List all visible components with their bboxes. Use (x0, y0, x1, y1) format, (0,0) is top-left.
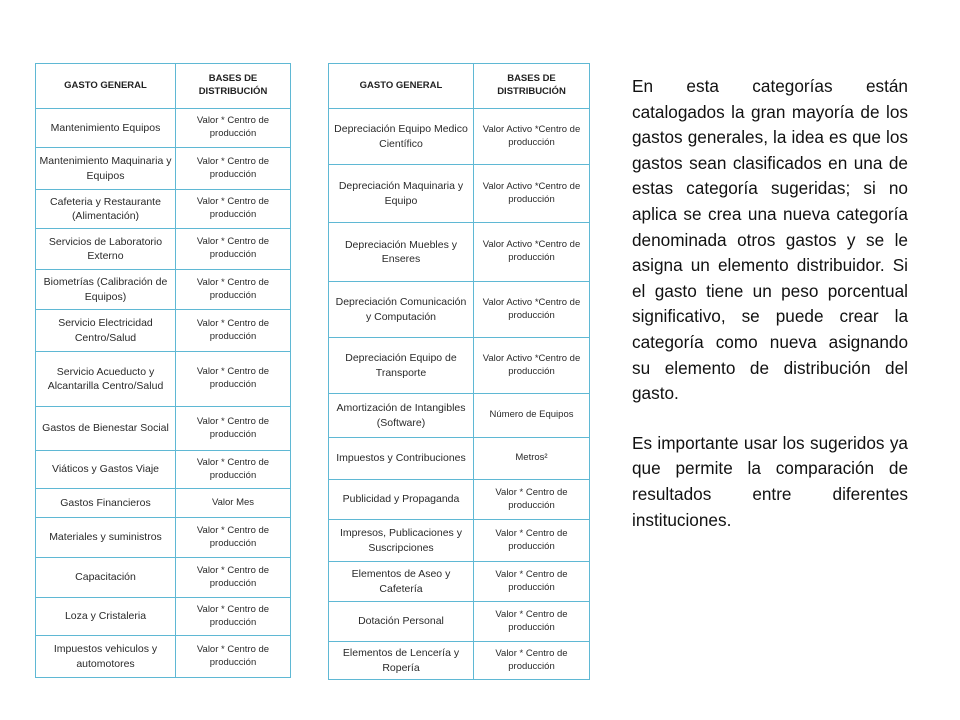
base-cell: Valor * Centro de producción (176, 598, 291, 636)
base-cell: Valor * Centro de producción (474, 562, 590, 602)
table-row (329, 282, 590, 338)
table-row (36, 451, 291, 489)
table-row (36, 489, 291, 518)
header-bases-distribucion: BASES DE DISTRIBUCIÓN (176, 64, 291, 109)
table-row (329, 109, 590, 165)
gasto-cell: Servicio Acueducto y Alcantarilla Centro/Salud (36, 352, 176, 407)
table-row (329, 602, 590, 642)
table-row (329, 223, 590, 282)
base-cell: Valor Activo *Centro de producción (474, 109, 590, 165)
table-row (36, 270, 291, 310)
base-cell: Valor * Centro de producción (176, 451, 291, 489)
table-row (36, 352, 291, 407)
gasto-cell: Loza y Cristaleria (36, 598, 176, 636)
base-cell: Valor * Centro de producción (176, 229, 291, 270)
table-row (329, 642, 590, 680)
gasto-cell: Viáticos y Gastos Viaje (36, 451, 176, 489)
distribution-table-left (35, 63, 291, 678)
gasto-cell: Impuestos vehiculos y automotores (36, 636, 176, 678)
table-row (36, 558, 291, 598)
gasto-cell: Depreciación Equipo Medico Científico (329, 109, 474, 165)
base-cell: Valor * Centro de producción (474, 520, 590, 562)
base-cell: Metros² (474, 438, 590, 480)
gasto-cell: Depreciación Equipo de Transporte (329, 338, 474, 394)
gasto-cell: Servicios de Laboratorio Externo (36, 229, 176, 270)
table-row (329, 480, 590, 520)
gasto-cell: Cafeteria y Restaurante (Alimentación) (36, 190, 176, 229)
gasto-cell: Elementos de Aseo y Cafetería (329, 562, 474, 602)
table-row (329, 520, 590, 562)
gasto-cell: Gastos de Bienestar Social (36, 407, 176, 451)
explanation-paragraph-1: En esta categorías están catalogados la gran mayoría de los gastos generales, la idea es que los gastos sean clasificados en una de estas categoría sugeridas; si no aplica se crea una nueva categoría denominada otros gastos y se le asigna un elemento distribuidor. Si el gasto tiene un peso porcentual significativo, se puede crear la categoría como nueva asignando su elemento de distribución del gasto. (632, 76, 908, 404)
base-cell: Valor Activo *Centro de producción (474, 282, 590, 338)
base-cell: Valor * Centro de producción (176, 558, 291, 598)
table-header-row (329, 64, 590, 109)
table-row (329, 562, 590, 602)
base-cell: Valor * Centro de producción (176, 148, 291, 190)
gasto-cell: Biometrías (Calibración de Equipos) (36, 270, 176, 310)
gasto-cell: Servicio Electricidad Centro/Salud (36, 310, 176, 352)
gasto-cell: Impresos, Publicaciones y Suscripciones (329, 520, 474, 562)
base-cell: Valor * Centro de producción (176, 270, 291, 310)
table-row (36, 229, 291, 270)
gasto-cell: Materiales y suministros (36, 518, 176, 558)
base-cell: Valor * Centro de producción (176, 109, 291, 148)
base-cell: Valor Mes (176, 489, 291, 518)
table-row (36, 636, 291, 678)
gasto-cell: Depreciación Comunicación y Computación (329, 282, 474, 338)
explanation-text (632, 74, 908, 533)
table-row (36, 310, 291, 352)
base-cell: Valor Activo *Centro de producción (474, 165, 590, 223)
header-bases-distribucion: BASES DE DISTRIBUCIÓN (474, 64, 590, 109)
table-row (329, 338, 590, 394)
table-header-row (36, 64, 291, 109)
gasto-cell: Publicidad y Propaganda (329, 480, 474, 520)
gasto-cell: Mantenimiento Equipos (36, 109, 176, 148)
gasto-cell: Impuestos y Contribuciones (329, 438, 474, 480)
table-row (36, 598, 291, 636)
gasto-cell: Capacitación (36, 558, 176, 598)
table-row (329, 394, 590, 438)
table-row (36, 190, 291, 229)
base-cell: Valor * Centro de producción (176, 407, 291, 451)
table-row (36, 109, 291, 148)
gasto-cell: Depreciación Maquinaria y Equipo (329, 165, 474, 223)
base-cell: Valor * Centro de producción (176, 310, 291, 352)
base-cell: Valor * Centro de producción (474, 602, 590, 642)
base-cell: Valor * Centro de producción (176, 518, 291, 558)
gasto-cell: Depreciación Muebles y Enseres (329, 223, 474, 282)
base-cell: Valor * Centro de producción (176, 352, 291, 407)
table-row (36, 518, 291, 558)
gasto-cell: Dotación Personal (329, 602, 474, 642)
base-cell: Valor * Centro de producción (176, 636, 291, 678)
table-row (36, 407, 291, 451)
base-cell: Valor * Centro de producción (474, 642, 590, 680)
table-row (329, 165, 590, 223)
gasto-cell: Gastos Financieros (36, 489, 176, 518)
distribution-table-right (328, 63, 590, 680)
gasto-cell: Elementos de Lencería y Ropería (329, 642, 474, 680)
base-cell: Valor * Centro de producción (176, 190, 291, 229)
header-gasto-general: GASTO GENERAL (329, 64, 474, 109)
gasto-cell: Mantenimiento Maquinaria y Equipos (36, 148, 176, 190)
header-gasto-general: GASTO GENERAL (36, 64, 176, 109)
gasto-cell: Amortización de Intangibles (Software) (329, 394, 474, 438)
base-cell: Valor Activo *Centro de producción (474, 338, 590, 394)
table-row (36, 148, 291, 190)
base-cell: Valor * Centro de producción (474, 480, 590, 520)
base-cell: Valor Activo *Centro de producción (474, 223, 590, 282)
table-row (329, 438, 590, 480)
base-cell: Número de Equipos (474, 394, 590, 438)
explanation-paragraph-2: Es importante usar los sugeridos ya que permite la comparación de resultados entre diferentes instituciones. (632, 432, 908, 530)
